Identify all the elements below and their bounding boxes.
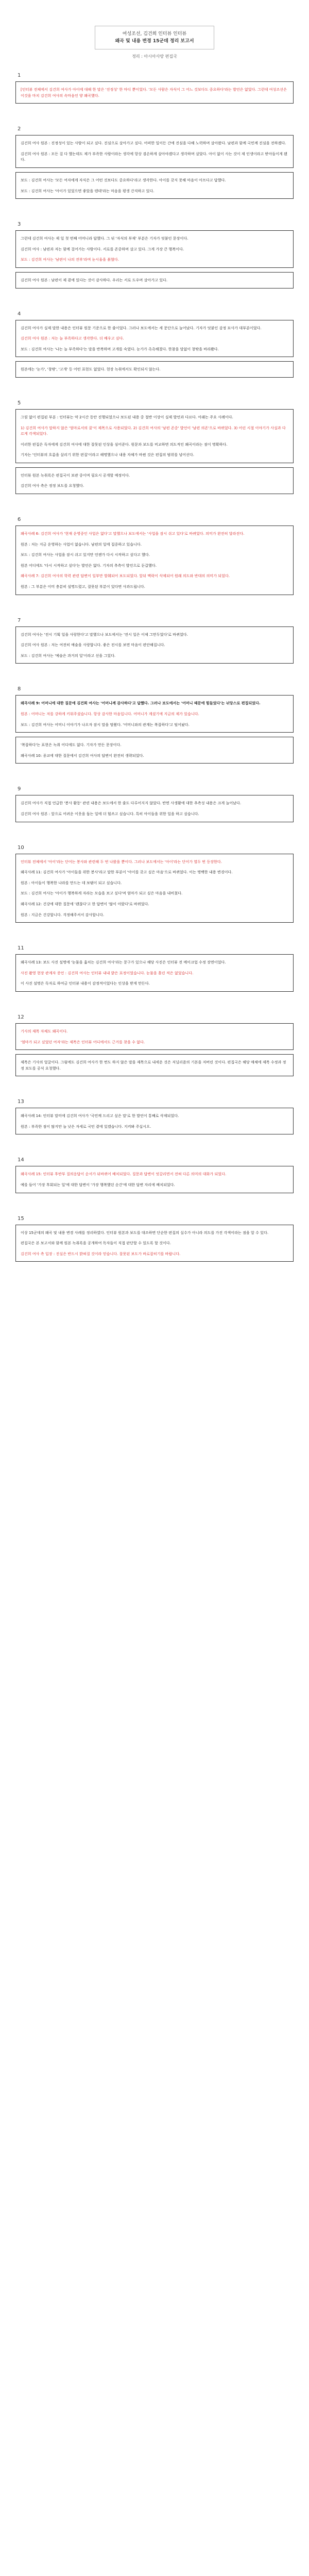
section-4 <box>15 311 294 378</box>
text-run: 사진 촬영 현장 관계자 증언 : 김건희 여사는 인터뷰 내내 밝은 표정이었습니다. 눈물을 흘린 적은 없었습니다. <box>21 970 194 975</box>
text-run: [인터뷰 전체에서 김건희 여사가 아이에 대해 한 말은 '진정성' 한 마디 뿐이었다. '모든 사람은 자식이 그 어느 것보다도 중요하다'라는 발언은 없었다. 그런데 여성조선은 이것을 마치 김건희 여사의 속마음인 양 왜곡했다. <box>21 87 287 98</box>
card-paragraph <box>21 880 288 886</box>
text-run: 김건희 여사 원본 : 모든 걸 다 했는데도 제가 부족한 사람이라는 생각에 항상 겸손하게 살아야겠다고 생각하며 살았다. 아이 없이 사는 것이 제 인생이라고 받아들이게 됐다. <box>21 151 287 162</box>
card-paragraph <box>21 1059 288 1071</box>
section-10 <box>15 845 294 923</box>
text-run: 보도 : 김건희 여사는 '남편이 나의 전부'라며 눈시울을 붉혔다. <box>21 257 119 262</box>
section-number: 2 <box>18 126 21 132</box>
section-number: 6 <box>18 517 21 523</box>
quote-card <box>15 1054 294 1076</box>
card-paragraph <box>21 711 288 717</box>
text-run: 기자는 '인터뷰의 흐름을 살리기 위한 편집'이라고 해명했으나 내용 자체가 바뀐 것은 편집의 범위를 넘어선다. <box>21 452 194 457</box>
text-run: 이 사진 설명은 독자로 하여금 인터뷰 내용이 감정적이었다는 인상을 받게 만든다. <box>21 981 150 986</box>
card-paragraph <box>21 959 288 965</box>
text-run: 김건희 여사 측은 정정 보도를 요청했다. <box>21 483 84 488</box>
card-paragraph <box>21 483 288 489</box>
quote-card <box>15 361 294 378</box>
card-paragraph <box>21 140 288 146</box>
text-run: 왜곡사례 13: 보도 사진 설명에 '눈물을 훔치는 김건희 여사'라는 문구가 있으나 해당 사진은 인터뷰 전 메이크업 수정 장면이었다. <box>21 960 226 965</box>
card-paragraph <box>21 563 288 569</box>
text-run: 1) 김건희 여사가 말하지 않은 '엄마로서의 꿈'이 제목으로 사용되었다. 2) 김건희 여사의 '남편 존중' 발언이 '남편 의존'으로 바뀌었다. 3) 어린 시절 이야기가 사실과 다르게 각색되었다. <box>21 425 286 436</box>
section-number: 9 <box>18 786 21 792</box>
section-13 <box>15 1099 294 1134</box>
quote-card <box>15 1166 294 1193</box>
text-run: 왜곡사례 11: 김건희 여사가 '아이들을 위한 봉사'라고 말한 부분이 '아이를 갖고 싶은 마음'으로 바뀌었다. 이는 명백한 내용 변경이다. <box>21 870 233 875</box>
card-paragraph <box>21 325 288 331</box>
section-11 <box>15 945 294 992</box>
card-paragraph <box>21 1028 288 1035</box>
card-paragraph <box>21 573 288 579</box>
text-run: '복잡하다'는 표현은 녹취 어디에도 없다. 기자가 만든 문장이다. <box>21 742 122 748</box>
text-run: 원본에는 '눈가', '창밖', '고개' 등 어떤 표현도 없었다. 현장 녹취에서도 확인되지 않는다. <box>21 367 161 372</box>
text-run: 이상 15군데의 왜곡 및 내용 변경 사례를 정리하였다. 인터뷰 원본과 보도를 대조하면 단순한 편집의 실수가 아니라 의도를 가진 각색이라는 점을 알 수 있다. <box>21 1230 269 1235</box>
card-paragraph <box>21 452 288 458</box>
text-run: 왜곡사례 15: 인터뷰 후반부 질의응답이 순서가 뒤바뀌어 배치되었다. 질문과 답변이 엇갈리면서 전혀 다른 의미의 대화가 되었다. <box>21 1172 227 1177</box>
title-box <box>95 26 214 49</box>
section-number: 4 <box>18 311 21 317</box>
text-run: '엄마가 되고 싶었던 여자'라는 제목은 인터뷰 어디에서도 근거를 찾을 수 없다. <box>21 1039 145 1044</box>
card-paragraph <box>21 277 288 283</box>
card-paragraph <box>21 1182 288 1188</box>
card-paragraph <box>21 257 288 263</box>
card-paragraph <box>21 151 288 163</box>
card-paragraph <box>21 1251 288 1257</box>
text-run: 원본 : 그 부분은 이미 충분히 설명드렸고, 잘못된 부분이 있다면 사과드립니다. <box>21 584 145 589</box>
card-paragraph <box>21 722 288 728</box>
quote-card <box>15 172 294 199</box>
quote-card <box>15 272 294 289</box>
text-run: 원본 : 지금은 건강합니다. 걱정해주셔서 감사합니다. <box>21 912 105 917</box>
card-paragraph <box>21 653 288 659</box>
card-paragraph <box>21 1240 288 1246</box>
quote-card <box>15 526 294 595</box>
sections-container <box>0 73 309 1284</box>
card-paragraph <box>21 980 288 987</box>
section-number: 14 <box>18 1157 24 1163</box>
card-paragraph <box>21 642 288 648</box>
card-paragraph <box>21 1039 288 1045</box>
quote-card <box>15 795 294 822</box>
text-run: 원본 : 부족한 점이 많지만 늘 낮은 자세로 국민 곁에 있겠습니다. 지켜봐 주십시오. <box>21 1124 151 1129</box>
text-run: 김건희 여사는 '전시 기획 일을 사랑한다'고 말했으나 보도에서는 '전시 일은 이제 그만두었다'로 바뀌었다. <box>21 632 188 637</box>
card-paragraph <box>21 859 288 865</box>
card-paragraph <box>21 188 288 194</box>
section-5 <box>15 400 294 494</box>
section-number: 15 <box>18 1215 24 1222</box>
card-paragraph <box>21 1124 288 1130</box>
section-15 <box>15 1216 294 1262</box>
quote-card <box>15 1023 294 1050</box>
text-run: 인터뷰 전체에서 '아이'라는 단어는 봉사와 관련해 두 번 나왔을 뿐이다. 그러나 보도에서는 '아이'라는 단어가 열두 번 등장한다. <box>21 859 222 864</box>
card-paragraph <box>21 552 288 558</box>
text-run: 왜곡사례 14: 인터뷰 말미에 김건희 여사가 '국민께 드리고 싶은 말'로 한 발언이 통째로 삭제되었다. <box>21 1113 179 1118</box>
text-run: 기사의 제목 자체도 왜곡이다. <box>21 1028 68 1033</box>
text-run: 원본 어디에도 '다시 시작하고 싶다'는 발언은 없다. 기자의 추측이 발언으로 둔갑했다. <box>21 563 157 568</box>
quote-card <box>15 695 294 733</box>
text-run: 왜곡사례 12: 건강에 대한 질문에 '괜찮다'고 한 답변이 '많이 아팠다'로 바뀌었다. <box>21 901 149 906</box>
text-run: 김건희 여사 원본 : 저는 여전히 예술을 사랑합니다. 좋은 전시를 보면 마음이 편안해집니다. <box>21 642 165 648</box>
quote-card <box>15 320 294 358</box>
card-paragraph <box>21 901 288 907</box>
text-run: 원본 : 어머니는 저를 강하게 키워주셨습니다. 항상 감사한 마음입니다. 어머니가 계셨기에 지금의 제가 있습니다. <box>21 711 199 716</box>
quote-card <box>15 854 294 923</box>
text-run: 왜곡사례 10: 종교에 대한 질문에서 김건희 여사의 답변이 완전히 생략되었다. <box>21 753 144 758</box>
quote-card <box>15 81 294 104</box>
text-run: 그런데 김건희 여사는 제 일 첫 번째 어머니라 답했다. 그 뒤 '자식의 부재' 부분은 기자가 덧붙인 문장이다. <box>21 236 188 241</box>
title-line-2: 왜곡 및 내용 변경 15군데 정리 보고서 <box>115 39 194 44</box>
quote-card <box>15 230 294 268</box>
section-number: 7 <box>18 617 21 623</box>
card-paragraph <box>21 742 288 748</box>
text-run: 보도 : 김건희 여사는 '모든 여자에게 자식은 그 어떤 것보다도 중요하다'라고 생각한다. 아이를 갖지 못해 마음이 아프다고 답했다. <box>21 177 226 182</box>
card-paragraph <box>21 700 288 706</box>
title-line-1: 여성조선, 김건희 인터뷰 인터뷰 <box>122 31 187 37</box>
quote-card <box>15 135 294 168</box>
text-run: 왜곡사례 9: 어머니에 대한 질문에 김건희 여사는 '어머니께 감사하다'고 답했다. 그러나 보도에서는 '어머니 때문에 힘들었다'는 뉘앙스로 편집되었다. <box>21 701 261 706</box>
text-run: 김건희 여사가 실제 말한 내용은 인터뷰 원문 기준으로 한 줄이었다. 그러나 보도에서는 세 문단으로 늘어났다. 기자가 덧붙인 감정 묘사가 대부분이었다. <box>21 325 262 330</box>
text-run: 김건희 여사 원본 : 진정성이 있는 사람이 되고 싶다. 진심으로 살아가고 싶다. 어떠한 일이든 간에 진심을 다해 노력하며 살아왔다. 남편과 함께 국민께 진심을 전하겠다. <box>21 141 286 146</box>
section-12 <box>15 1014 294 1076</box>
section-2 <box>15 126 294 199</box>
card-paragraph <box>21 890 288 896</box>
text-run: 김건희 여사 원본 : 저는 늘 부족하다고 생각한다. 더 배우고 싶다. <box>21 336 124 341</box>
card-paragraph <box>21 541 288 548</box>
section-number: 13 <box>18 1099 24 1105</box>
section-number: 8 <box>18 686 21 692</box>
card-paragraph <box>21 1171 288 1177</box>
quote-card <box>15 626 294 664</box>
text-run: 왜곡사례 7: 김건희 여사의 학력 관련 답변이 일부만 발췌되어 보도되었다. 앞뒤 맥락이 삭제되어 원래 의도와 반대의 의미가 되었다. <box>21 573 230 579</box>
text-run: 김건희 여사 원본 : 앞으로 어려운 이웃을 돕는 일에 더 힘쓰고 싶습니다. 특히 아이들을 위한 일을 하고 싶습니다. <box>21 811 199 816</box>
card-paragraph <box>21 869 288 875</box>
quote-card <box>15 737 294 764</box>
section-number: 11 <box>18 945 24 952</box>
quote-card <box>15 467 294 494</box>
text-run: 편집국은 본 보고서와 함께 원본 녹취록을 공개하여 독자들이 직접 판단할 수 있도록 할 것이다. <box>21 1241 171 1246</box>
text-run: 김건희 여사 원본 : 남편이 제 곁에 있다는 것이 감사하다. 우리는 서로 도우며 살아가고 있다. <box>21 277 168 282</box>
card-paragraph <box>21 235 288 242</box>
text-run: 예를 들어 '가장 후회되는 일'에 대한 답변이 '가장 행복했던 순간'에 대한 답변 자리에 배치되었다. <box>21 1182 175 1188</box>
card-paragraph <box>21 246 288 252</box>
card-paragraph <box>21 335 288 342</box>
card-paragraph <box>21 87 288 98</box>
section-number: 1 <box>18 73 21 78</box>
card-paragraph <box>21 970 288 976</box>
card-paragraph <box>21 584 288 590</box>
card-paragraph <box>21 1113 288 1119</box>
section-number: 10 <box>18 844 24 851</box>
text-run: 그림 없이 편집된 부분 : 인터뷰는 약 2시간 동안 진행되었으나 보도된 내용 중 절반 이상이 실제 발언과 다르다. 아래는 주요 사례이다. <box>21 414 233 419</box>
card-paragraph <box>21 800 288 806</box>
text-run: 원본 : 아이들이 행복한 나라를 만드는 데 보탬이 되고 싶습니다. <box>21 880 122 885</box>
text-run: 인터뷰 원본 녹취록은 편집국이 보관 중이며 필요시 공개할 예정이다. <box>21 472 130 478</box>
card-paragraph <box>21 346 288 352</box>
text-run: 제목은 기사의 얼굴이다. 그럼에도 김건희 여사가 한 번도 하지 않은 말을 제목으로 내세운 것은 저널리즘의 기본을 저버린 것이다. 편집국은 해당 매체에 제목 수정과 정정 보도를 공식 요청했다. <box>21 1060 286 1071</box>
card-paragraph <box>21 1230 288 1236</box>
section-6 <box>15 517 294 595</box>
text-run: 보도 : 김건희 여사는 '아이가 있었으면 좋았을 텐데'라는 마음을 평생 간직하고 있다. <box>21 188 154 193</box>
card-paragraph <box>21 472 288 479</box>
author-line: 정리 : 아시아사랑 편집국 <box>132 54 177 59</box>
card-paragraph <box>21 414 288 420</box>
section-8 <box>15 686 294 764</box>
section-14 <box>15 1157 294 1193</box>
text-run: 이러한 편집은 독자에게 김건희 여사에 대한 잘못된 인상을 심어준다. 원문과 보도를 비교하면 의도적인 왜곡이라는 점이 명확하다. <box>21 442 228 447</box>
card-paragraph <box>21 912 288 918</box>
section-7 <box>15 618 294 664</box>
text-run: 보도 : 김건희 여사는 어머니 이야기가 나오자 잠시 말을 멈췄다. '어머니와의 관계는 복잡하다'고 털어놨다. <box>21 722 190 727</box>
text-run: 왜곡사례 6: 김건희 여사가 '현재 운영중인 사업은 없다'고 말했으나 보도에서는 '사업을 잠시 쉬고 있다'로 바뀌었다. 의미가 완전히 달라진다. <box>21 531 245 536</box>
section-3 <box>15 222 294 288</box>
section-number: 12 <box>18 1014 24 1020</box>
card-paragraph <box>21 442 288 448</box>
text-run: 원본 : 저는 지금 운영하는 사업이 없습니다. 남편의 일에 집중하고 있습니다. <box>21 541 142 547</box>
card-paragraph <box>21 366 288 372</box>
quote-card <box>15 1225 294 1262</box>
text-run: 보도 : 김건희 여사는 사업을 잠시 쉬고 있지만 언젠가 다시 시작하고 싶다고 했다. <box>21 552 150 557</box>
card-paragraph <box>21 632 288 638</box>
card-paragraph <box>21 425 288 437</box>
quote-card <box>15 1108 294 1134</box>
card-paragraph <box>21 811 288 817</box>
text-run: 김건희 여사가 직접 언급한 '봉사 활동' 관련 내용은 보도에서 한 줄도 다루어지지 않았다. 반면 사생활에 대한 추측성 내용은 크게 늘어났다. <box>21 801 242 806</box>
text-run: 김건희 여사 측 입장 : 진실은 반드시 밝혀질 것이라 믿습니다. 잘못된 보도가 바로잡히기를 바랍니다. <box>21 1251 181 1256</box>
text-run: 보도 : 김건희 여사는 '예술은 과거의 일'이라고 선을 그었다. <box>21 653 116 658</box>
quote-card <box>15 954 294 992</box>
section-number: 5 <box>18 400 21 406</box>
card-paragraph <box>21 753 288 759</box>
text-run: 보도 : 김건희 여사는 '아이가 행복하게 자라는 모습을 보고 싶다'며 엄마가 되고 싶은 마음을 내비쳤다. <box>21 891 183 896</box>
section-number: 3 <box>18 222 21 228</box>
card-paragraph <box>21 177 288 183</box>
quote-card <box>15 409 294 463</box>
card-paragraph <box>21 531 288 537</box>
text-run: 보도 : 김건희 여사는 '나는 늘 부족하다'는 말을 반복하며 고개를 숙였다. 눈가가 촉촉해졌다. 한참을 말없이 창밖을 바라봤다. <box>21 346 219 351</box>
section-9 <box>15 786 294 822</box>
section-1 <box>15 73 294 104</box>
text-run: 김건희 여사 : 남편과 저는 함께 걸어가는 사람이다. 서로를 존중하며 살고 있다. 그게 가장 큰 행복이다. <box>21 246 184 251</box>
